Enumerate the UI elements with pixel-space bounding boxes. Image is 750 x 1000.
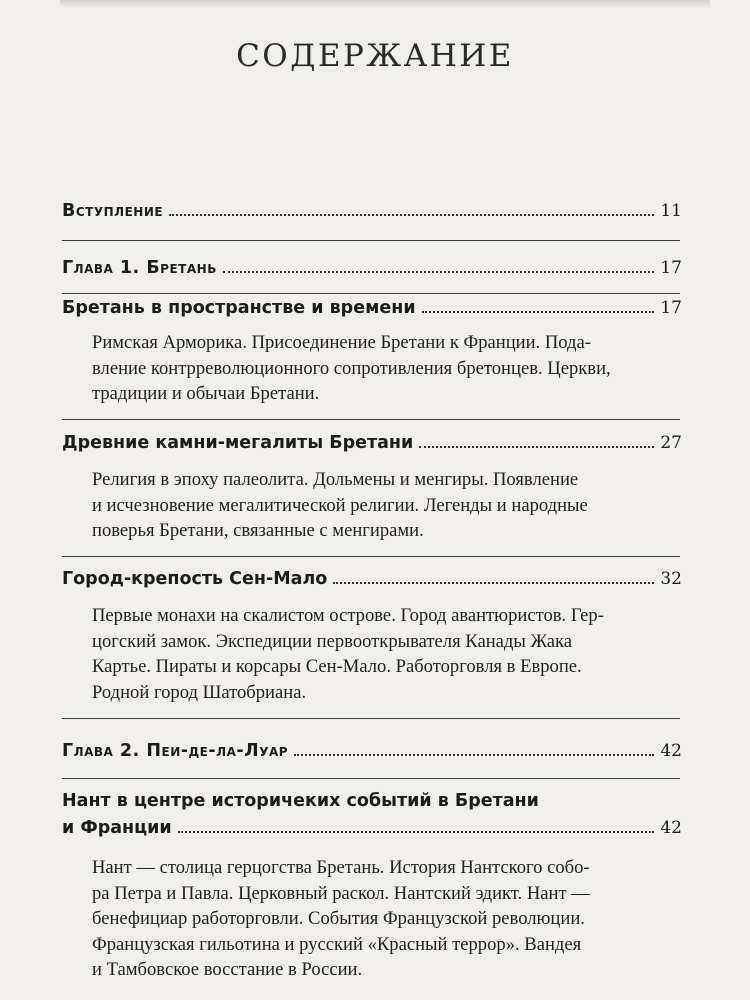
toc-entry-description: [92, 855, 680, 983]
toc-entry-nantes-line-1[interactable]: Нант в центре историчеких событий в Бретани: [62, 791, 539, 811]
toc-page-number: 42: [660, 818, 682, 838]
leader-dots: [223, 271, 655, 273]
toc-page-number: 27: [660, 433, 682, 453]
toc-entry-brittany-space-time[interactable]: [62, 298, 682, 318]
description-line: Французская гильотина и русский «Красный террор». Вандея: [92, 933, 582, 955]
toc-page-number: 17: [660, 258, 682, 278]
section-divider: [62, 419, 680, 420]
toc-page-number: 11: [660, 201, 682, 221]
toc-entry-label: Вступление: [62, 201, 164, 221]
description-line: Первые монахи на скалистом острове. Город авантюристов. Гер-: [92, 605, 604, 626]
description-line: Родной город Шатобриана.: [92, 681, 307, 703]
toc-page-number: 42: [660, 741, 682, 761]
leader-dots: [333, 582, 654, 584]
leader-dots: [294, 754, 654, 756]
leader-dots: [419, 446, 654, 448]
section-divider: [62, 240, 680, 241]
description-line: Римская Арморика. Присоединение Бретани к Франции. Пода-: [92, 332, 591, 353]
toc-entry-label: Город-крепость Сен-Мало: [62, 569, 328, 589]
description-line: Религия в эпоху палеолита. Дольмены и менгиры. Появление: [92, 469, 579, 490]
page-title: СОДЕРЖАНИЕ: [236, 38, 514, 74]
toc-entry-label: Бретань в пространстве и времени: [62, 298, 416, 318]
toc-entry-description: [92, 467, 680, 544]
toc-entry-description: [92, 603, 680, 705]
toc-entry-nantes[interactable]: [62, 818, 682, 838]
toc-entry-chapter-2[interactable]: [62, 741, 682, 761]
leader-dots: [422, 311, 655, 313]
section-divider: [62, 718, 680, 719]
leader-dots: [178, 831, 655, 833]
toc-page-number: 32: [660, 569, 682, 589]
leader-dots: [169, 214, 654, 216]
description-line: бенефициар работорговли. События Французской революции.: [92, 908, 585, 929]
section-divider: [62, 556, 680, 557]
toc-entry-label: Глава 1. Бретань: [62, 258, 217, 278]
toc-entry-label: Глава 2. Пеи-де-ла-Луар: [62, 741, 289, 761]
toc-entry-megaliths[interactable]: [62, 433, 682, 453]
description-line: Картье. Пираты и корсары Сен-Мало. Работорговля в Европе.: [92, 656, 582, 677]
section-divider: [62, 293, 680, 294]
description-line: и исчезновение мегалитической религии. Легенды и народные: [92, 494, 588, 516]
toc-entry-description: [92, 330, 680, 407]
toc-entry-label: Древние камни-мегалиты Бретани: [62, 433, 414, 453]
description-line: вление контрреволюционного сопротивления бретонцев. Церкви,: [92, 357, 611, 379]
description-line: традиции и обычаи Бретани.: [92, 383, 320, 404]
description-line: Нант — столица герцогства Бретань. История Нантского собо-: [92, 857, 590, 878]
description-line: цогский замок. Экспедиции первооткрывателя Канады Жака: [92, 630, 572, 652]
toc-entry-label: и Франции: [62, 818, 172, 838]
description-line: ра Петра и Павла. Церковный раскол. Нантский эдикт. Нант —: [92, 882, 590, 904]
section-divider: [62, 778, 680, 779]
toc-entry-saint-malo[interactable]: [62, 569, 682, 589]
toc-entry-chapter-1[interactable]: [62, 258, 682, 278]
toc-page-number: 17: [660, 298, 682, 318]
description-line: и Тамбовское восстание в России.: [92, 959, 363, 980]
description-line: поверья Бретани, связанные с менгирами.: [92, 520, 424, 541]
toc-entry-intro[interactable]: [62, 201, 682, 221]
